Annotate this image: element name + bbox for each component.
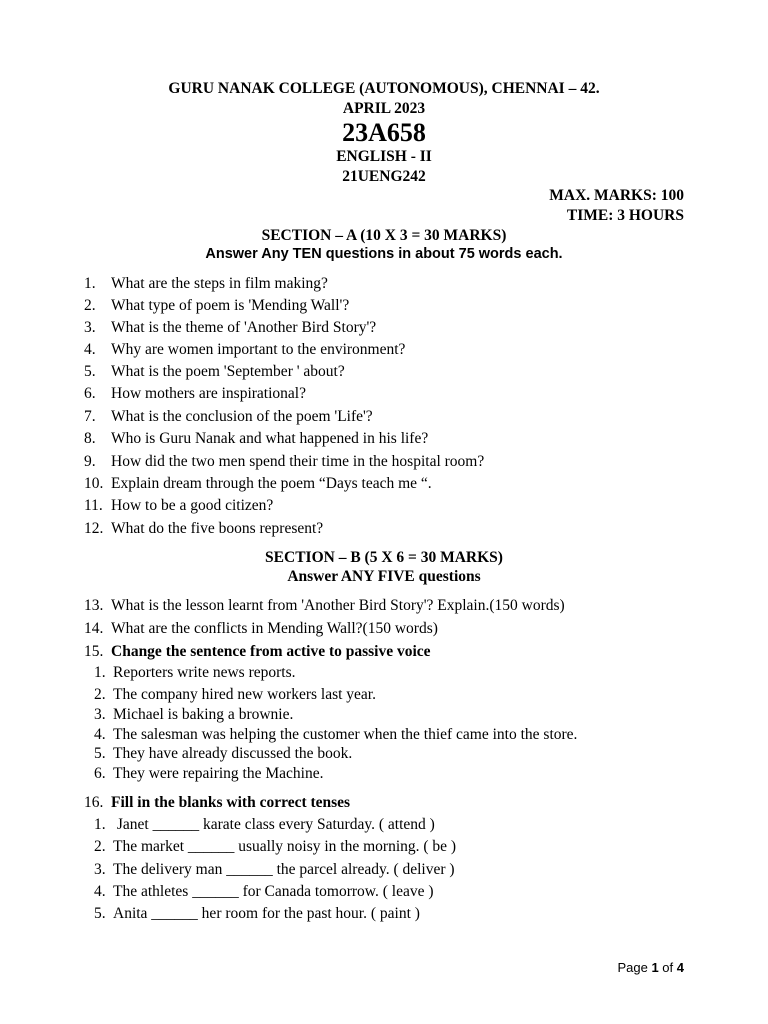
section-b-title: SECTION – B (5 X 6 = 30 MARKS): [265, 549, 503, 566]
question-11: 11. How to be a good citizen?: [84, 497, 274, 514]
page-number: Page 1 of 4: [617, 960, 684, 975]
question-4: 4. Why are women important to the environment?: [84, 341, 406, 358]
question-5: 5. What is the poem 'September ' about?: [84, 363, 345, 380]
section-a-title: SECTION – A (10 X 3 = 30 MARKS): [261, 227, 507, 244]
paper-code: 23A658: [342, 118, 426, 147]
subject-name: ENGLISH - II: [336, 148, 432, 165]
college-name: GURU NANAK COLLEGE (AUTONOMOUS), CHENNAI – 42.: [168, 80, 600, 97]
q16-item-3: 3. The delivery man ______ the parcel already. ( deliver ): [94, 861, 455, 878]
q15-item-3: 3. Michael is baking a brownie.: [94, 706, 294, 723]
q15-item-5: 5. They have already discussed the book.: [94, 745, 353, 762]
max-marks: MAX. MARKS: 100: [549, 187, 684, 204]
q16-item-2: 2. The market ______ usually noisy in the morning. ( be ): [94, 838, 457, 855]
question-15: 15. Change the sentence from active to passive voice: [84, 643, 431, 660]
section-b-instruction: Answer ANY FIVE questions: [287, 568, 481, 585]
q15-item-4: 4. The salesman was helping the customer when the thief came into the store.: [94, 726, 578, 743]
question-16: 16. Fill in the blanks with correct tenses: [84, 794, 351, 811]
question-3: 3. What is the theme of 'Another Bird Story'?: [84, 319, 377, 336]
q16-item-1: 1. Janet ______ karate class every Saturday. ( attend ): [94, 816, 435, 833]
question-2: 2. What type of poem is 'Mending Wall'?: [84, 297, 350, 314]
question-10: 10. Explain dream through the poem “Days teach me “.: [84, 475, 432, 492]
question-9: 9. How did the two men spend their time in the hospital room?: [84, 453, 485, 470]
course-code: 21UENG242: [342, 168, 426, 185]
q15-item-2: 2. The company hired new workers last year.: [94, 686, 376, 703]
exam-month-year: APRIL 2023: [342, 100, 426, 117]
q16-item-4: 4. The athletes ______ for Canada tomorrow. ( leave ): [94, 883, 434, 900]
q16-item-5: 5. Anita ______ her room for the past hour. ( paint ): [94, 905, 420, 922]
question-7: 7. What is the conclusion of the poem 'Life'?: [84, 408, 373, 425]
question-8: 8. Who is Guru Nanak and what happened in his life?: [84, 430, 429, 447]
q15-item-1: 1. Reporters write news reports.: [94, 664, 296, 681]
exam-duration: TIME: 3 HOURS: [566, 207, 684, 224]
question-14: 14. What are the conflicts in Mending Wall?(150 words): [84, 620, 438, 637]
q15-item-6: 6. They were repairing the Machine.: [94, 765, 324, 782]
question-13: 13. What is the lesson learnt from 'Another Bird Story'? Explain.(150 words): [84, 597, 565, 614]
question-12: 12. What do the five boons represent?: [84, 520, 324, 537]
question-6: 6. How mothers are inspirational?: [84, 385, 306, 402]
section-a-instruction: Answer Any TEN questions in about 75 words each.: [205, 246, 563, 262]
question-1: 1. What are the steps in film making?: [84, 275, 328, 292]
